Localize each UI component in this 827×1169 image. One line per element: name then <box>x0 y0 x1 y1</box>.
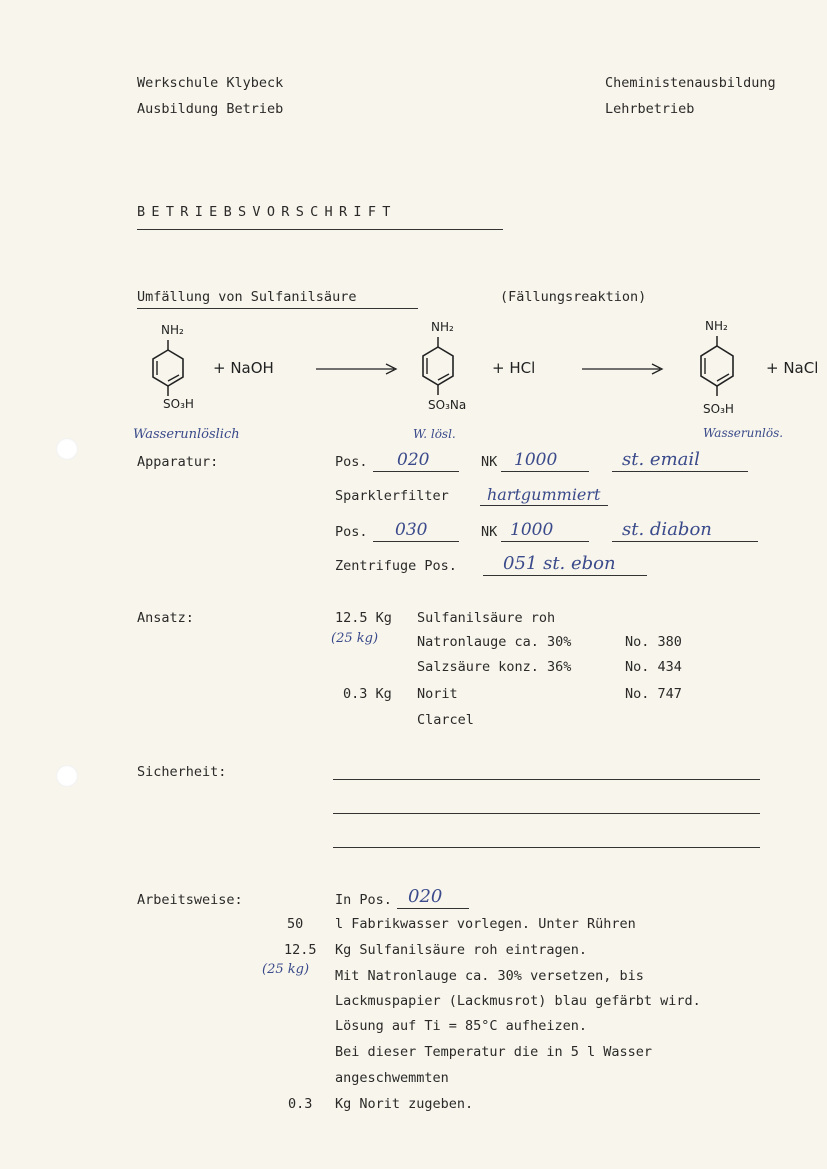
material1-value: st. email <box>622 449 700 470</box>
arbeitsweise-pos-line <box>397 908 469 909</box>
ansatz-amount-0: 12.5 Kg <box>335 610 392 626</box>
arbeitsweise-pos-value: 020 <box>408 886 443 907</box>
solubility-note-2: W. lösl. <box>413 427 456 441</box>
ansatz-label: Ansatz: <box>137 610 194 626</box>
step-qty-7: 0.3 <box>288 1096 313 1112</box>
step-text-7: Kg Norit zugeben. <box>335 1096 474 1112</box>
ansatz-amount-3: 0.3 Kg <box>343 686 392 702</box>
nk2-label: NK <box>481 524 498 540</box>
ansatz-no-1: No. 380 <box>625 634 682 650</box>
reaction-arrow-icon <box>582 363 664 375</box>
nk2-value: 1000 <box>510 520 554 540</box>
subtitle: Umfällung von Sulfanilsäure <box>137 289 357 305</box>
punch-hole-top <box>56 438 78 460</box>
nk2-line <box>501 541 589 542</box>
apparatur-label: Apparatur: <box>137 454 219 470</box>
punch-hole-bottom <box>56 765 78 787</box>
compound1-top-label: NH₂ <box>161 323 184 337</box>
sparklerfilter-line <box>480 505 608 506</box>
arbeitsweise-label: Arbeitsweise: <box>137 892 243 908</box>
header-right-line2: Lehrbetrieb <box>605 101 695 117</box>
subtitle-underline <box>137 308 418 309</box>
nk-label: NK <box>481 454 498 470</box>
ansatz-name-0: Sulfanilsäure roh <box>417 610 556 626</box>
reagent2-label: + HCl <box>492 359 536 377</box>
page-title: BETRIEBSVORSCHRIFT <box>137 204 397 220</box>
step-hw-qty: (25 kg) <box>262 962 310 977</box>
pos2-label: Pos. <box>335 524 368 540</box>
compound2-bottom-label: SO₃Na <box>428 398 467 412</box>
step-text-2: Mit Natronlauge ca. 30% versetzen, bis <box>335 968 644 984</box>
nk1-value: 1000 <box>514 450 558 470</box>
step-text-0: l Fabrikwasser vorlegen. Unter Rühren <box>335 916 636 932</box>
pos2-line <box>373 541 459 542</box>
solubility-note-3: Wasserunlös. <box>703 426 784 440</box>
sicherheit-label: Sicherheit: <box>137 764 227 780</box>
ansatz-name-2: Salzsäure konz. 36% <box>417 659 572 675</box>
header-left-line2: Ausbildung Betrieb <box>137 101 284 117</box>
solubility-note-1: Wasserunlöslich <box>133 427 240 442</box>
benzene-ring-icon <box>148 340 188 396</box>
subtitle-note: (Fällungsreaktion) <box>500 289 647 305</box>
pos1-value: 020 <box>397 450 430 470</box>
ansatz-hw-amount: (25 kg) <box>331 631 379 646</box>
title-underline <box>137 229 503 230</box>
material2-value: st. diabon <box>622 519 712 540</box>
reagent1-label: + NaOH <box>213 359 274 377</box>
compound3-top-label: NH₂ <box>705 319 728 333</box>
header-left-line1: Werkschule Klybeck <box>137 75 284 91</box>
header-right-line1: Cheministenausbildung <box>605 75 776 91</box>
material2-line <box>612 541 758 542</box>
step-text-6: angeschwemmten <box>335 1070 449 1086</box>
nk1-line <box>501 471 589 472</box>
compound2-top-label: NH₂ <box>431 320 454 334</box>
pos-label: Pos. <box>335 454 368 470</box>
pos1-line <box>373 471 459 472</box>
sicherheit-line-1 <box>333 779 760 780</box>
step-text-5: Bei dieser Temperatur die in 5 l Wasser <box>335 1044 652 1060</box>
step-qty-0: 50 <box>287 916 304 932</box>
step-text-3: Lackmuspapier (Lackmusrot) blau gefärbt wird. <box>335 993 701 1009</box>
material1-line <box>612 471 748 472</box>
sicherheit-line-2 <box>333 813 760 814</box>
ansatz-name-4: Clarcel <box>417 712 474 728</box>
sicherheit-line-3 <box>333 847 760 848</box>
step-text-1: Kg Sulfanilsäure roh eintragen. <box>335 942 587 958</box>
sparklerfilter-label: Sparklerfilter <box>335 488 449 504</box>
compound3-bottom-label: SO₃H <box>703 402 734 416</box>
compound1-bottom-label: SO₃H <box>163 397 194 411</box>
ansatz-no-2: No. 434 <box>625 659 682 675</box>
step-text-4: Lösung auf Ti = 85°C aufheizen. <box>335 1018 587 1034</box>
benzene-ring-icon <box>697 336 737 396</box>
zentrifuge-value: 051 st. ebon <box>503 553 616 574</box>
ansatz-name-3: Norit <box>417 686 458 702</box>
product-extra-label: + NaCl <box>766 359 819 377</box>
pos2-value: 030 <box>395 520 428 540</box>
zentrifuge-label: Zentrifuge Pos. <box>335 558 457 574</box>
reaction-arrow-icon <box>316 363 398 375</box>
ansatz-name-1: Natronlauge ca. 30% <box>417 634 572 650</box>
step-qty-1: 12.5 <box>284 942 317 958</box>
arbeitsweise-pos-prefix: In Pos. <box>335 892 392 908</box>
zentrifuge-line <box>483 575 647 576</box>
sparklerfilter-value: hartgummiert <box>487 485 601 504</box>
ansatz-no-3: No. 747 <box>625 686 682 702</box>
benzene-ring-icon <box>418 337 458 395</box>
